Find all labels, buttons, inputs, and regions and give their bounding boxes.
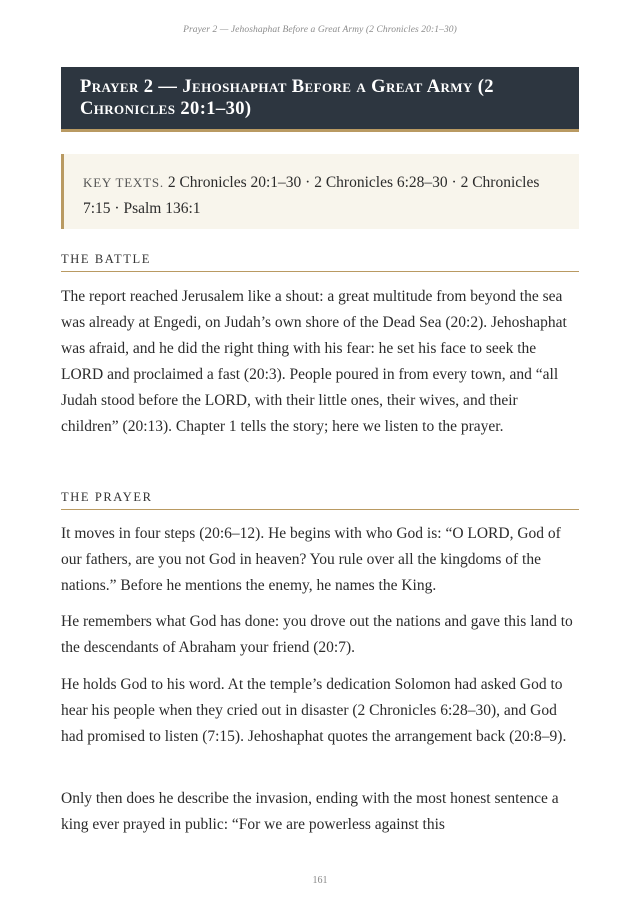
paragraph-prayer-3: He holds God to his word. At the temple’s dedication Solomon had asked God to hear his people when they cried out in disaster (2 Chronicles 6:28–30), and God had promised to listen (7:15). Jehoshaphat quotes the arrangement back (20:8–9). [61,676,567,745]
key-texts-box [61,154,579,229]
section-heading-battle: THE BATTLE [61,252,579,272]
paragraph-prayer-4: Only then does he describe the invasion, ending with the most honest sentence a king ever prayed in public: “For we are powerless against this [61,790,559,833]
chapter-title-bar [61,67,579,132]
section-heading-prayer: THE PRAYER [61,490,579,510]
paragraph-prayer-1: It moves in four steps (20:6–12). He begins with who God is: “O LORD, God of our fathers, are you not God in heaven? You rule over all the kingdoms of the nations.” Before he mentions the enemy, he names the King. [61,525,561,594]
chapter-title: Prayer 2 — Jehoshaphat Before a Great Army (2 Chronicles 20:1–30) [80,77,494,119]
key-texts-label: KEY TEXTS. [83,175,164,190]
running-head: Prayer 2 — Jehoshaphat Before a Great Army (2 Chronicles 20:1–30) [183,25,457,35]
key-texts-list: 2 Chronicles 20:1–30 · 2 Chronicles 6:28–30 · 2 Chronicles 7:15 · Psalm 136:1 [83,174,540,217]
paragraph-prayer-2: He remembers what God has done: you drove out the nations and gave this land to the descendants of Abraham your friend (20:7). [61,613,573,656]
paragraph-battle: The report reached Jerusalem like a shout: a great multitude from beyond the sea was already at Engedi, on Judah’s own shore of the Dead Sea (20:2). Jehoshaphat was afraid, and he did the right thing with his fear: he set his face to seek the LORD and proclaimed a fast (20:3). People poured in from every town, and “all Judah stood before the LORD, with their little ones, their wives, and their children” (20:13). Chapter 1 tells the story; here we listen to the prayer. [61,288,567,435]
page-number: 161 [312,875,328,886]
